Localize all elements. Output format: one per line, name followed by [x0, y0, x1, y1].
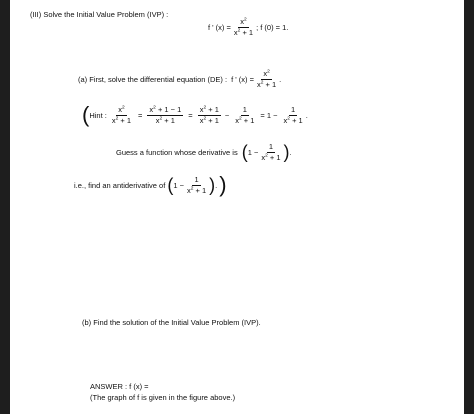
ivp-fraction: $\frac{x^2}{x^2 + 1}$ — [233, 17, 254, 37]
guess-fraction: $\frac{1}{x^2 + 1}$ — [261, 142, 281, 162]
part-b-label: (b) Find the solution of the Initial Value Problem (IVP). — [82, 318, 261, 327]
hint-line: ( Hint : $\frac{x^2}{x^2 + 1}$ = $\frac{x^2 + 1 - 1}{x^2 + 1}$ = $\frac{x^2 + 1}{x^2 + 1}$ − $\frac{1}{x^2 + 1}$ = 1 − $\frac{1}{x^2 + 1}$ . — [82, 102, 308, 128]
part-a-fraction: $\frac{x^2}{x^2 + 1}$ — [257, 69, 277, 89]
worksheet-page — [10, 0, 464, 414]
problem-title: (III) Solve the Initial Value Problem (IVP) : — [30, 10, 169, 19]
hint-label: Hint : — [89, 110, 107, 120]
ivp-lhs: f ' (x) = — [208, 22, 231, 32]
guess-text: Guess a function whose derivative is — [116, 147, 238, 157]
hint-fraction-4: $\frac{1}{x^2 + 1}$ — [235, 105, 255, 125]
hint-fraction-2: $\frac{x^2 + 1 - 1}{x^2 + 1}$ — [149, 105, 182, 125]
ivp-equation — [208, 18, 288, 37]
ivp-initial-condition: ; f (0) = 1. — [256, 22, 289, 32]
answer-note: (The graph of f is given in the figure above.) — [90, 393, 236, 402]
part-a-lhs: f ' (x) = — [231, 74, 254, 84]
part-a-line: (a) First, solve the differential equation (DE) : f ' (x) = $\frac{x^2}{x^2 + 1}$ . — [78, 69, 282, 89]
answer-label: ANSWER : f (x) = — [90, 382, 149, 391]
ie-fraction: $\frac{1}{x^2 + 1}$ — [186, 175, 207, 195]
ie-text: i.e., find an antiderivative of — [74, 180, 166, 190]
hint-fraction-1: $\frac{x^2}{x^2 + 1}$ — [111, 105, 132, 125]
hint-fraction-3: $\frac{x^2 + 1}{x^2 + 1}$ — [199, 105, 219, 125]
hint-fraction-5: $\frac{1}{x^2 + 1}$ — [283, 105, 303, 125]
part-a-label: (a) First, solve the differential equation (DE) : — [78, 74, 228, 84]
ie-line: i.e., find an antiderivative of ( 1 − $\frac{1}{x^2 + 1}$ ) . ) — [74, 172, 227, 198]
guess-line: Guess a function whose derivative is ( 1 − $\frac{1}{x^2 + 1}$ ) . — [116, 142, 292, 163]
